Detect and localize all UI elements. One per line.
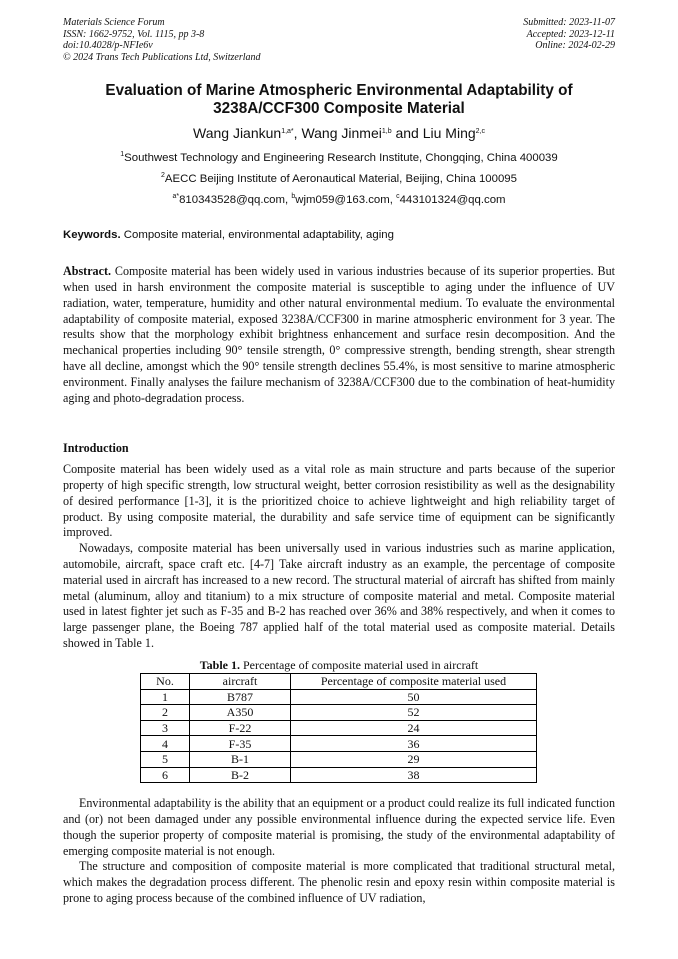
copyright-line: © 2024 Trans Tech Publications Ltd, Switzerland bbox=[63, 51, 261, 63]
author-superscript: 1,a* bbox=[281, 128, 294, 135]
introduction-heading: Introduction bbox=[63, 441, 129, 455]
table-cell: A350 bbox=[190, 705, 291, 721]
table-row bbox=[141, 751, 537, 767]
table-header-cell: Percentage of composite material used bbox=[291, 674, 537, 690]
affiliation-superscript: 1 bbox=[120, 151, 125, 158]
author-name: Liu Ming bbox=[422, 125, 476, 141]
table-header-cell: No. bbox=[141, 674, 190, 690]
table-caption bbox=[63, 658, 615, 672]
table-row bbox=[141, 689, 537, 705]
table-row bbox=[141, 720, 537, 736]
table-cell: 29 bbox=[291, 751, 537, 767]
email-link[interactable]: wjm059@163.com, bbox=[295, 194, 397, 206]
table-row bbox=[141, 736, 537, 752]
table-cell: 1 bbox=[141, 689, 190, 705]
table-cell: 3 bbox=[141, 720, 190, 736]
title-line-2: 3238A/CCF300 Composite Material bbox=[213, 100, 465, 117]
affiliation-2 bbox=[63, 172, 615, 186]
author-superscript: 2,c bbox=[475, 128, 485, 135]
abstract-label: Abstract. bbox=[63, 264, 112, 278]
keywords-text: Composite material, environmental adaptability, aging bbox=[120, 229, 394, 241]
table-row bbox=[141, 767, 537, 783]
journal-name: Materials Science Forum bbox=[63, 17, 165, 28]
keywords-label: Keywords. bbox=[63, 229, 121, 241]
table-cell: B787 bbox=[190, 689, 291, 705]
table-cell: 38 bbox=[291, 767, 537, 783]
title-line-1: Evaluation of Marine Atmospheric Environmental Adaptability of bbox=[105, 82, 573, 99]
author-separator: and bbox=[391, 125, 423, 141]
table-row bbox=[141, 705, 537, 721]
dates-header bbox=[523, 17, 615, 52]
composite-percentage-table bbox=[140, 673, 537, 783]
email-superscript: c bbox=[396, 193, 400, 200]
email-superscript: a* bbox=[172, 193, 180, 200]
email-link[interactable]: 810343528@qq.com, bbox=[179, 194, 292, 206]
table-cell: 6 bbox=[141, 767, 190, 783]
intro-paragraph-1: Composite material has been widely used as a vital role as main structure and parts because of the superior property of high specific strength, low structural weight, better corrosion resistibility as well as the designability of desired performance [1-3], it is the prioritized choice to achieve lightweight and high reliability target of product. By using composite material, the durability and safe service time of equipment can be significantly improved. bbox=[63, 462, 615, 540]
author-emails bbox=[63, 193, 615, 207]
table-header-row bbox=[141, 674, 537, 690]
intro-paragraph-2: Nowadays, composite material has been universally used in various industries such as marine application, automobile, aircraft, space craft etc. [4-7] Take aircraft industry as an example, the percentage of composite material used in aircraft has increased to a new record. The structural material of aircraft has shifted from mainly metal (aluminum, alloy and titanium) to a mix structure of composite material and metal. Composite material used in latest fighter jet such as F-35 and B-2 has reached over 36% and 38% respectively, and when it comes to large passenger plane, the Boeing 787 applied half of the total material used as composite material. Details showed in Table 1. bbox=[63, 541, 615, 651]
author-list bbox=[63, 125, 615, 141]
affiliation-text: AECC Beijing Institute of Aeronautical Material, Beijing, China 100095 bbox=[164, 173, 517, 185]
author-name: Wang Jiankun bbox=[193, 125, 282, 141]
accepted-date: Accepted: 2023-12-11 bbox=[526, 28, 615, 40]
table-cell: B-2 bbox=[190, 767, 291, 783]
table-cell: F-35 bbox=[190, 736, 291, 752]
author-separator: , bbox=[293, 125, 302, 141]
table-caption-label: Table 1. bbox=[199, 658, 240, 672]
affiliation-1 bbox=[63, 151, 615, 165]
issn-line: ISSN: 1662-9752, Vol. 1115, pp 3-8 bbox=[63, 28, 205, 40]
intro-paragraph-3: Environmental adaptability is the ability that an equipment or a product could realize its full indicated function and (or) not been damaged under any possible environmental influence during the expected service life. Even though the superior property of composite material is promising, the study of the environmental adaptability of emerging composite material is not enough. bbox=[63, 796, 615, 858]
abstract bbox=[63, 264, 615, 407]
online-date: Online: 2024-02-29 bbox=[535, 40, 615, 51]
table-cell: 36 bbox=[291, 736, 537, 752]
table-header-cell: aircraft bbox=[190, 674, 291, 690]
intro-paragraph-4: The structure and composition of composite material is more complicated that traditional structural metal, which makes the degradation process different. The phenolic resin and epoxy resin within composite material is prone to aging process because of the combined influence of UV radiation, bbox=[63, 859, 615, 905]
abstract-text: Composite material has been widely used in various industries because of its superior properties. But when used in harsh environment the composite material is susceptible to aging under the influence of UV radiation, water, temperature, humidity and other natural environmental medium. To evaluate the environmental adaptability of composite material, exposed 3238A/CCF300 in marine atmospheric environment for 3 year. The results show that the morphology exhibit brightness enhancement and surface resin decomposition. And the mechanical properties including 90° tensile strength, 0° compressive strength, bending strength, shear strength have all decline, amongst which the 90° tensile strength declines 55.4%, is most sensitive to marine atmospheric environment. Finally analyses the failure mechanism of 3238A/CCF300 due to the combination of heat-humidity aging and photo-degradation process. bbox=[63, 264, 615, 405]
author-name: Wang Jinmei bbox=[301, 125, 382, 141]
email-link[interactable]: 443101324@qq.com bbox=[399, 194, 506, 206]
table-cell: 24 bbox=[291, 720, 537, 736]
table-cell: 5 bbox=[141, 751, 190, 767]
table-cell: 4 bbox=[141, 736, 190, 752]
table-cell: B-1 bbox=[190, 751, 291, 767]
paper-title bbox=[63, 82, 615, 118]
doi-line: doi:10.4028/p-NFIe6v bbox=[63, 40, 153, 51]
affiliation-text: Southwest Technology and Engineering Research Institute, Chongqing, China 400039 bbox=[124, 152, 558, 164]
table-cell: 50 bbox=[291, 689, 537, 705]
email-superscript: b bbox=[291, 193, 296, 200]
affiliation-superscript: 2 bbox=[161, 172, 165, 179]
author-superscript: 1,b bbox=[381, 128, 392, 135]
table-cell: F-22 bbox=[190, 720, 291, 736]
submitted-date: Submitted: 2023-11-07 bbox=[523, 17, 615, 28]
table-cell: 2 bbox=[141, 705, 190, 721]
keywords bbox=[63, 228, 615, 242]
table-cell: 52 bbox=[291, 705, 537, 721]
journal-header bbox=[63, 17, 261, 63]
table-caption-text: Percentage of composite material used in aircraft bbox=[240, 658, 479, 672]
